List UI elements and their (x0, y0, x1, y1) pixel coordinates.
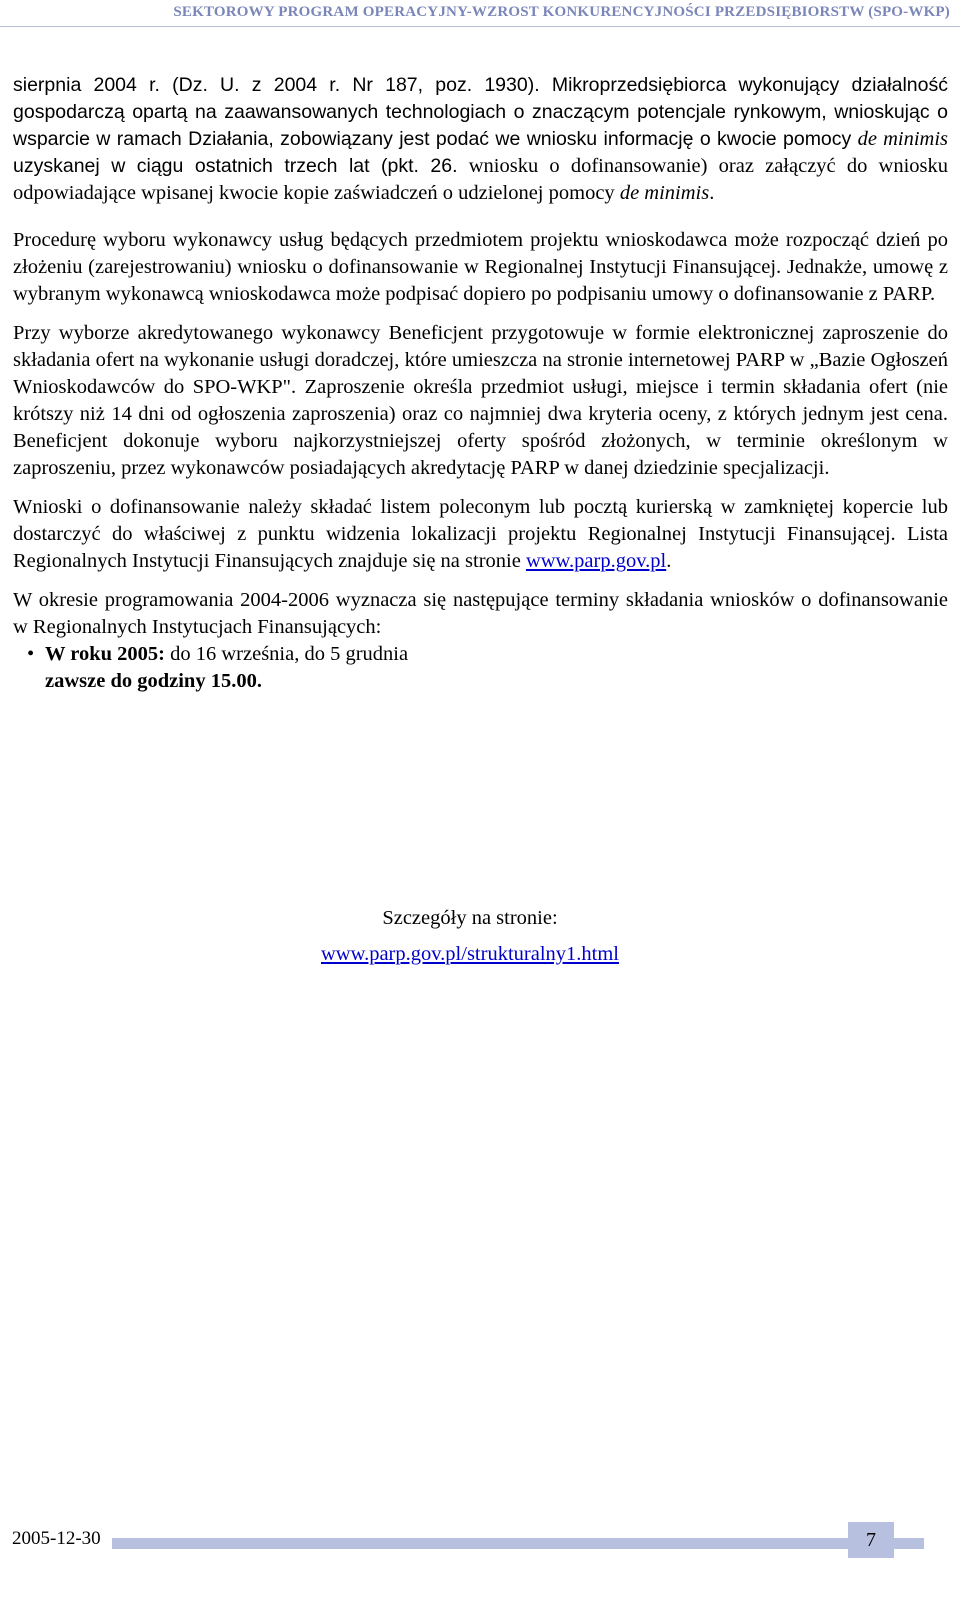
footer-bar (112, 1538, 848, 1549)
paragraph-deadlines: W okresie programowania 2004-2006 wyznacza się następujące terminy składania wniosków o dofinansowanie w Regionalnych Instytucjach Finansujących: (13, 589, 948, 638)
paragraph-selection: Przy wyborze akredytowanego wykonawcy Beneficjent przygotowuje w formie elektronicznej zaproszenie do składania ofert na wykonanie usługi doradczej, które umieszcza na stronie internetowej PARP w „Bazie Ogłoszeń Wnioskodawców do SPO-WKP". Zaproszenie określa przedmiot usługi, miejsce i termin składania ofert (nie krótszy niż 14 dni od ogłoszenia zaproszenia) oraz co najmniej dwa kryteria oceny, z których jednym jest cena. Beneficjent dokonuje wyboru najkorzystniejszej oferty spośród złożonych, w terminie określonym w zaproszeniu, przez wykonawców posiadających akredytację PARP w danej dziedzinie specjalizacji. (13, 322, 948, 479)
deadline-text (45, 641, 408, 668)
paragraph-1-italic-1: de minimis (857, 128, 948, 150)
paragraph-1-part-3: wniosku o dofinansowanie) oraz załączyć do wniosku odpowiadające wpisanej kwocie kopie zaświadczeń o udzielonej pomocy (13, 155, 948, 204)
deadline-time: zawsze do godziny 15.00. (45, 670, 262, 692)
list-item (13, 641, 948, 668)
footer-date: 2005-12-30 (12, 1528, 101, 1549)
paragraph-1-italic-2: de minimis (619, 182, 710, 204)
header-divider (0, 26, 960, 27)
running-header: SEKTOROWY PROGRAM OPERACYJNY-WZROST KONKURENCYJNOŚCI PRZEDSIĘBIORSTW (SPO-WKP) (173, 4, 950, 20)
deadline-year-label: W roku 2005: (45, 643, 165, 665)
page-number: 7 (848, 1522, 894, 1558)
paragraph-1-part-1: sierpnia 2004 r. (Dz. U. z 2004 r. Nr 187, poz. 1930). Mikroprzedsiębiorca wykonujący działalność gospodarczą opartą na zaawansowanych technologiach o znaczącym potencjale rynkowym, wnioskując o wsparcie w ramach Działania, zobowiązany jest podać we wniosku informację o kwocie pomocy (13, 74, 948, 150)
paragraph-1-part-4: . (709, 182, 715, 204)
paragraph-4-end: . (666, 550, 672, 572)
paragraph-de-minimis (13, 72, 948, 207)
paragraph-submission (13, 494, 948, 575)
paragraph-4-text: Wnioski o dofinansowanie należy składać listem poleconym lub pocztą kurierską w zamkniętej kopercie lub dostarczyć do właściwej z punktu widzenia lokalizacji projektu Regionalnej Instytucji Finansującej. Lista Regionalnych Instytucji Finansujących znajduje się na stronie (13, 496, 948, 572)
parp-website-link[interactable]: www.parp.gov.pl (525, 550, 667, 572)
footer-bar-tail (894, 1538, 924, 1549)
deadline-dates: do 16 września, do 5 grudnia (165, 643, 409, 665)
deadline-list (13, 641, 948, 695)
details-label: Szczegóły na stronie: (382, 907, 558, 929)
bullet-icon: • (27, 643, 35, 665)
document-body (13, 72, 948, 695)
paragraph-procedure: Procedurę wyboru wykonawcy usług będących przedmiotem projektu wnioskodawca może rozpocząć dzień po złożeniu (zarejestrowaniu) wniosku o dofinansowanie w Regionalnej Instytucji Finansującej. Jednakże, umowę z wybranym wykonawcą wnioskodawca może podpisać dopiero po podpisaniu umowy o dofinansowanie z PARP. (13, 229, 948, 305)
paragraph-1-part-2: uzyskanej w ciągu ostatnich trzech lat (pkt. 26. (13, 155, 458, 177)
details-link[interactable]: www.parp.gov.pl/strukturalny1.html (321, 943, 619, 965)
details-section (0, 900, 940, 972)
